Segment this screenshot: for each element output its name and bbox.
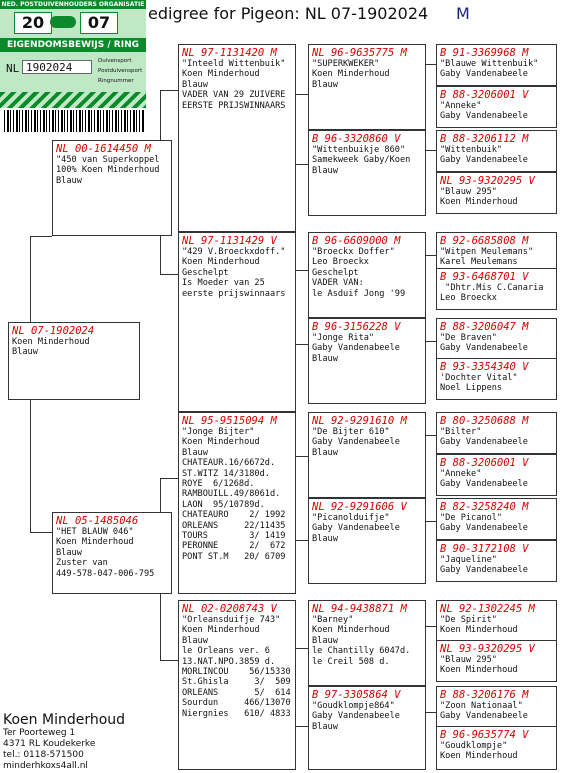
ring-number: B 92-6685808 M	[440, 235, 529, 247]
bird-detail: Gaby Vandenabeele	[440, 437, 528, 448]
ancestor-card[interactable]	[436, 86, 557, 128]
ring-number: NL 02-0208743 V	[182, 603, 277, 615]
connector	[30, 236, 52, 237]
ring-number: B 96-3320860 V	[312, 133, 401, 145]
bird-detail: Koen Minderhoud	[440, 197, 518, 208]
connector	[160, 478, 161, 512]
connector	[160, 594, 161, 660]
ancestor-card[interactable]	[436, 454, 557, 496]
bird-detail: Koen Minderhoud	[440, 665, 518, 676]
owner-phone: tel.: 0118-571500	[3, 750, 84, 760]
bird-detail: Gaby Vandenabeele	[440, 565, 528, 576]
ancestor-card[interactable]	[436, 498, 557, 540]
card-year-left: 20	[14, 12, 52, 34]
bird-detail: Blauw	[182, 79, 208, 90]
connector	[160, 274, 178, 275]
connector	[426, 341, 436, 342]
card-side-1: Duivensport	[98, 58, 132, 64]
bird-detail: Is Moeder van 25	[182, 278, 265, 289]
bird-detail: 100% Koen Minderhoud	[56, 165, 160, 176]
subject-pigeon-card[interactable]	[8, 322, 140, 400]
ring-number: B 93-6468701 V	[440, 271, 529, 283]
card-year-right: 07	[80, 12, 118, 34]
bird-detail: Niergnies 610/ 4833	[182, 708, 291, 719]
ring-number: B 96-3156228 V	[312, 321, 401, 333]
bird-detail: Gaby Vandenabeele	[312, 343, 400, 354]
bird-detail: "Zoon Nationaal"	[440, 701, 523, 711]
card-org: NED. POSTDUIVENHOUDERS ORGANISATIE	[1, 1, 145, 8]
bird-detail: VADER VAN 29 ZUIVERE	[182, 90, 286, 101]
dd-sire-card[interactable]	[308, 600, 426, 686]
bird-detail: VADER VAN:	[312, 278, 364, 289]
ancestor-card[interactable]	[436, 358, 557, 400]
bird-detail: CHATEAUR.16/6672d.	[182, 458, 276, 469]
connector	[296, 164, 308, 165]
bird-detail: "Jaqueline"	[440, 555, 497, 565]
ancestor-card[interactable]	[436, 318, 557, 360]
page-title: edigree for Pigeon: NL 07-1902024	[148, 4, 429, 23]
ds-dam-card[interactable]	[308, 498, 426, 584]
ring-number: B 90-3172108 V	[440, 543, 529, 555]
bird-detail: "De Picanol"	[440, 513, 503, 523]
bird-detail: Koen Minderhoud	[182, 437, 260, 448]
ring-number: B 88-3206047 M	[440, 321, 529, 333]
bird-detail: "De Spirit"	[440, 615, 497, 625]
connector	[160, 478, 178, 479]
bird-detail: le Orleans ver. 6	[182, 646, 270, 657]
ring-number: B 88-3206112 M	[440, 133, 529, 145]
bird-detail: Gaby Vandenabeele	[312, 711, 400, 722]
bird-detail: Gaby Vandenabeele	[440, 343, 528, 354]
bird-detail: "Dhtr.Mis C.Canaria	[440, 283, 544, 293]
bird-detail: Blauw	[12, 347, 38, 358]
ring-number: NL 92-9291610 M	[312, 415, 407, 427]
bird-detail: "Barney"	[312, 615, 354, 625]
ring-number: B 93-3354340 V	[440, 361, 529, 373]
bird-detail: "Blauwe Wittenbuik"	[440, 59, 539, 69]
ring-number: B 88-3206176 M	[440, 689, 529, 701]
bird-detail: Koen Minderhoud	[56, 537, 134, 548]
ancestor-card[interactable]	[436, 44, 557, 86]
bird-detail: Koen Minderhoud	[182, 257, 260, 268]
bird-detail: Blauw	[56, 175, 82, 186]
bird-detail: Blauw	[56, 547, 82, 558]
connector	[426, 521, 436, 522]
bird-detail: "Wittenbuik"	[440, 145, 503, 155]
bird-detail: EERSTE PRIJSWINNAARS	[182, 100, 286, 111]
ring-number: NL 94-9438871 M	[312, 603, 407, 615]
ring-number: NL 95-9515094 M	[182, 415, 277, 427]
bird-detail: Blauw	[312, 447, 338, 458]
dam-sire-card[interactable]	[178, 412, 296, 594]
card-ring-graphic	[50, 16, 76, 28]
card-label: EIGENDOMSBEWIJS / RING	[0, 38, 146, 52]
bird-detail: Samekweek Gaby/Koen	[312, 155, 411, 166]
bird-detail: Blauw	[312, 353, 338, 364]
bird-detail: Geschelpt	[312, 267, 359, 278]
ancestor-card[interactable]	[436, 172, 557, 214]
bird-detail: LAON 95/10789d.	[182, 499, 265, 510]
bird-detail: St.Ghisla 3/ 509	[182, 677, 291, 688]
ring-number: NL 93-9320295 V	[440, 175, 535, 187]
bird-detail: RAMBOUILL.49/8061d.	[182, 489, 281, 500]
connector	[426, 150, 436, 151]
ring-number: NL 92-1302245 M	[440, 603, 535, 615]
sex-marker: M	[456, 4, 470, 23]
sire-card[interactable]	[52, 140, 172, 236]
sire-sire-card[interactable]	[178, 44, 296, 232]
bird-detail: le Asduif Jong '99	[312, 288, 406, 299]
barcode	[4, 110, 144, 132]
ancestor-card[interactable]	[436, 540, 557, 582]
connector	[296, 726, 308, 727]
connector	[296, 270, 308, 271]
ring-number: NL 93-9320295 V	[440, 643, 535, 655]
dam-card[interactable]	[52, 512, 172, 594]
connector	[296, 540, 308, 541]
bird-detail: Blauw	[312, 635, 338, 646]
ring-number: B 88-3206001 V	[440, 89, 529, 101]
bird-detail: Gaby Vandenabeele	[440, 111, 528, 122]
bird-detail: Blauw	[312, 721, 338, 732]
ring-number: NL 00-1614450 M	[56, 143, 151, 155]
ancestor-card[interactable]	[436, 726, 557, 770]
ancestor-card[interactable]	[436, 640, 557, 682]
bird-detail: "Jonge Bijter"	[182, 427, 255, 437]
bird-detail: Gaby Vandenabeele	[440, 523, 528, 534]
connector	[296, 456, 308, 457]
ring-number: B 88-3206001 V	[440, 457, 529, 469]
connector	[30, 236, 31, 322]
bird-detail: Blauw	[312, 165, 338, 176]
owner-street: Ter Poorteweg 1	[3, 728, 76, 738]
bird-detail: "Goudklompje"	[440, 741, 508, 751]
sire-dam-card[interactable]	[178, 232, 296, 412]
bird-detail: Gaby Vandenabeele	[440, 69, 528, 80]
bird-detail: Blauw	[312, 79, 338, 90]
bird-detail: Leo Broeckx	[312, 257, 369, 268]
bird-detail: Koen Minderhoud	[312, 625, 390, 636]
bird-detail: "SUPERKWEKER"	[312, 59, 380, 69]
bird-detail: Koen Minderhoud	[440, 751, 518, 762]
ancestor-card[interactable]	[436, 600, 557, 642]
connector	[296, 344, 308, 345]
bird-detail: "450 van Superkoppel	[56, 155, 160, 165]
connector	[30, 400, 31, 532]
card-side-2: Postduivensport	[98, 68, 143, 74]
bird-detail: Leo Broeckx	[440, 293, 497, 304]
bird-detail: "Anneke"	[440, 469, 482, 479]
ancestor-card[interactable]	[436, 686, 557, 728]
bird-detail: "De Braven"	[440, 333, 497, 343]
ring-number: NL 07-1902024	[12, 325, 95, 337]
bird-detail: Blauw	[312, 533, 338, 544]
owner-city: 4371 RL Koudekerke	[3, 739, 96, 749]
bird-detail: Noel Lippens	[440, 383, 503, 394]
ancestor-card[interactable]	[436, 412, 557, 454]
ring-number: NL 97-1131420 M	[182, 47, 277, 59]
ring-number: B 91-3369968 M	[440, 47, 529, 59]
bird-detail: TOURS 3/ 1419	[182, 531, 286, 542]
ancestor-card[interactable]	[436, 130, 557, 172]
bird-detail: ORLEANS 5/ 614	[182, 687, 291, 698]
connector	[160, 90, 178, 91]
bird-detail: 'Dochter Vital"	[440, 373, 518, 383]
connector	[426, 712, 436, 713]
bird-detail: Gaby Vandenabeele	[440, 155, 528, 166]
connector	[426, 626, 436, 627]
connector	[30, 532, 52, 533]
ring-number: B 96-9635774 V	[440, 729, 529, 741]
bird-detail: Gaby Vandenabeele	[440, 711, 528, 722]
bird-detail: Koen Minderhoud	[312, 69, 390, 80]
connector	[426, 435, 436, 436]
bird-detail: PERONNE 2/ 672	[182, 541, 286, 552]
bird-detail: Koen Minderhoud	[182, 69, 260, 80]
bird-detail: Karel Meulemans	[440, 257, 518, 268]
connector	[160, 660, 178, 661]
bird-detail: eerste prijswinnaars	[182, 288, 286, 299]
bird-detail: MORLINCOU 56/15330	[182, 667, 291, 678]
bird-detail: Zuster van	[56, 558, 108, 569]
bird-detail: "Blauw 295"	[440, 655, 497, 665]
bird-detail: 449-578-047-006-795	[56, 568, 155, 579]
bird-detail: ORLEANS 22/11435	[182, 520, 286, 531]
ring-number: B 97-3305864 V	[312, 689, 401, 701]
bird-detail: 13.NAT.NPO.3859 d.	[182, 656, 276, 667]
bird-detail: Sourdun 466/13070	[182, 698, 291, 709]
bird-detail: "Bilter"	[440, 427, 482, 437]
card-country: NL	[6, 62, 20, 75]
dam-dam-card[interactable]	[178, 600, 296, 770]
bird-detail: Gaby Vandenabeele	[440, 479, 528, 490]
bird-detail: Geschelpt	[182, 267, 229, 278]
bird-detail: le Chantilly 6047d.	[312, 646, 411, 657]
dd-dam-card[interactable]	[308, 686, 426, 770]
bird-detail: Blauw	[182, 447, 208, 458]
owner-email: minderhkoxs4all.nl	[3, 761, 88, 771]
bird-detail: CHATEAURO 2/ 1992	[182, 510, 286, 521]
card-number: 1902024	[22, 60, 92, 74]
bird-detail: "Inteeld Wittenbuik"	[182, 59, 286, 69]
bird-detail: "Anneke"	[440, 101, 482, 111]
bird-detail: "429 V.Broeckxdoff."	[182, 247, 286, 257]
bird-detail: ST.WITZ 14/3180d.	[182, 468, 270, 479]
bird-detail: ROYE 6/1268d.	[182, 479, 255, 490]
card-stripe	[0, 92, 146, 108]
bird-detail: le Creil 508 d.	[312, 656, 390, 667]
bird-detail: PONT ST.M 20/ 6709	[182, 551, 286, 562]
bird-detail: "Picanolduifje"	[312, 513, 390, 523]
bird-detail: Koen Minderhoud	[182, 625, 260, 636]
connector	[160, 90, 161, 146]
sd-sire-card[interactable]	[308, 232, 426, 318]
bird-detail: Gaby Vandenabeele	[312, 437, 400, 448]
owner-name: Koen Minderhoud	[3, 712, 126, 728]
bird-detail: "De Bijter 610"	[312, 427, 390, 437]
bird-detail: "Witpen Meulemans"	[440, 247, 534, 257]
connector	[426, 64, 436, 65]
ancestor-card[interactable]	[436, 268, 557, 310]
bird-detail: "Jonge Rita"	[312, 333, 375, 343]
ring-number: NL 92-9291606 V	[312, 501, 407, 513]
ring-number: B 80-3250688 M	[440, 415, 529, 427]
ring-number: NL 96-9635775 M	[312, 47, 407, 59]
bird-detail: Koen Minderhoud	[440, 625, 518, 636]
connector	[160, 232, 161, 274]
bird-detail: Gaby Vandenabeele	[312, 523, 400, 534]
ring-number: B 96-6609000 M	[312, 235, 401, 247]
ring-number: B 82-3258240 M	[440, 501, 529, 513]
ss-sire-card[interactable]	[308, 44, 426, 130]
bird-detail: "Broeckx Doffer"	[312, 247, 395, 257]
connector	[296, 94, 308, 95]
ring-number: NL 05-1485046	[56, 515, 139, 527]
bird-detail: Koen Minderhoud	[12, 337, 90, 347]
bird-detail: Blauw	[182, 635, 208, 646]
connector	[296, 648, 308, 649]
owner-address	[3, 712, 125, 772]
bird-detail: "Orleansduifje 743"	[182, 615, 281, 625]
sd-dam-card[interactable]	[308, 318, 426, 404]
bird-detail: "Goudklompje864"	[312, 701, 395, 711]
bird-detail: "Blauw 295"	[440, 187, 497, 197]
ring-number: NL 97-1131429 V	[182, 235, 277, 247]
card-side-3: Ringnummer	[98, 78, 134, 84]
ring-certificate-card	[0, 0, 146, 108]
connector	[426, 255, 436, 256]
ss-dam-card[interactable]	[308, 130, 426, 216]
bird-detail: "HET BLAUW 046"	[56, 527, 134, 537]
ds-sire-card[interactable]	[308, 412, 426, 498]
bird-detail: "Wittenbuikje 860"	[312, 145, 406, 155]
